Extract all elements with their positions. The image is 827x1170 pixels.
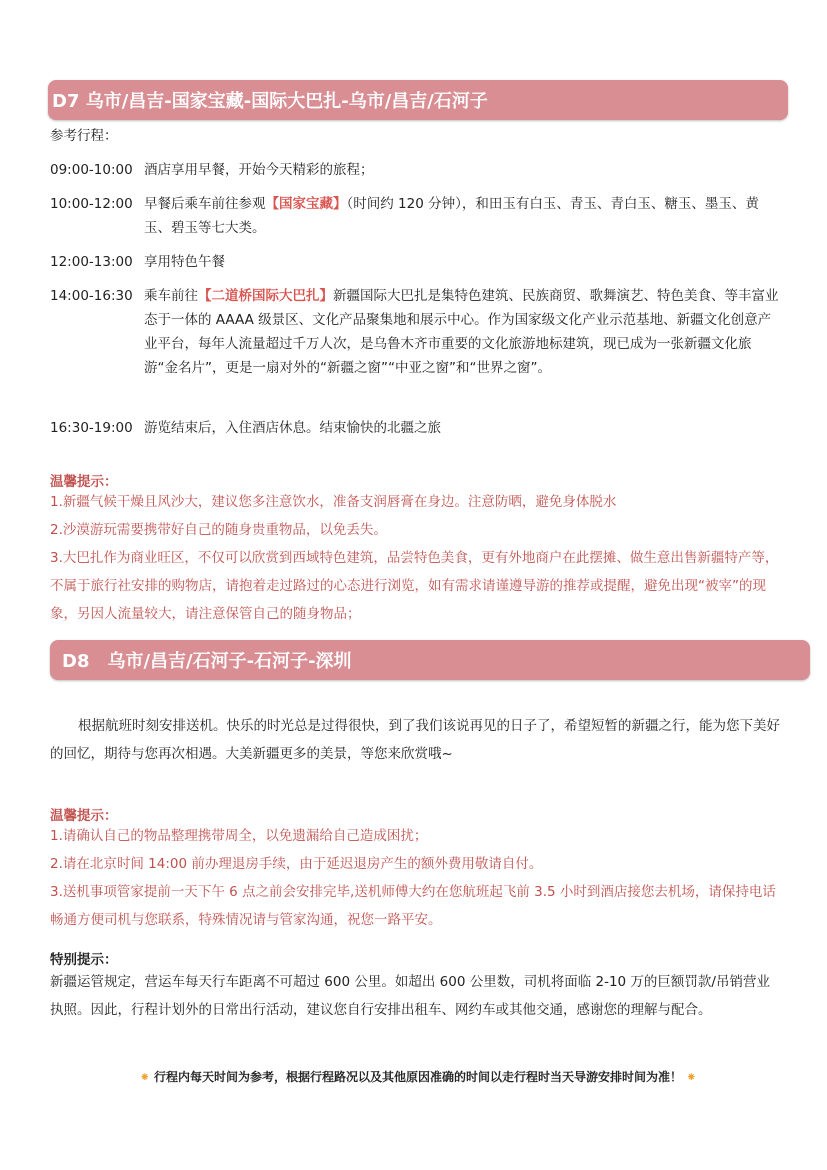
item-text: [144, 192, 784, 240]
item-text-pre: 乘车前往: [144, 288, 198, 304]
tip-item: 1.新疆气候干燥且风沙大，建议您多注意饮水，准备支润唇膏在身边。注意防晒，避免身体脱水: [50, 494, 617, 510]
ref-itinerary-label: 参考行程：: [50, 128, 118, 144]
tip-item: 3.送机事项管家提前一天下午 6 点之前会安排完毕,送机师傅大约在您航班起飞前 3.5 小时到酒店接您去机场，请保持电话畅通方便司机与您联系，特殊情况请与管家沟通，祝您一路平安。: [50, 884, 776, 928]
d8-tips-title: 温馨提示：: [50, 808, 118, 824]
asterisk-icon: ⁕: [139, 1070, 150, 1084]
item-text-post: （时间约 120 分钟），和田玉有白玉、青玉、青白玉、糖玉、墨玉、黄玉、碧玉等七大类。: [144, 196, 759, 236]
item-text: [144, 284, 784, 380]
tip-item: 1.请确认自己的物品整理携带周全，以免遗漏给自己造成困扰；: [50, 828, 428, 844]
tip-item: 3.大巴扎作为商业旺区，不仅可以欣赏到西域特色建筑，品尝特色美食，更有外地商户在此摆摊、做生意出售新疆特产等，不属于旅行社安排的购物店，请抱着走过路过的心态进行浏览，如有需求请谨遵导游的推荐或提醒，避免出现“被宰”的现象，另因人流量较大，请注意保管自己的随身物品；: [50, 550, 779, 622]
d7-tips-list: [50, 488, 780, 628]
item-text-pre: 早餐后乘车前往参观: [144, 196, 266, 212]
item-text-post: 新疆国际大巴扎是集特色建筑、民族商贸、歌舞演艺、特色美食、等丰富业态于一体的 AAAA 级景区、文化产品聚集地和展示中心。作为国家级文化产业示范基地、新疆文化创意产业平台，每年人流量超过千万人次，是乌鲁木齐市重要的文化旅游地标建筑，现已成为一张新疆文化旅游“金名片”，更是一扇对外的“新疆之窗”“中亚之窗”和“世界之窗”。: [144, 288, 779, 376]
d7-title: D7 乌市/昌吉-国家宝藏-国际大巴扎-乌市/昌吉/石河子: [52, 91, 488, 112]
d8-paragraph: 根据航班时刻安排送机。快乐的时光总是过得很快，到了我们该说再见的日子了，希望短暂的新疆之行，能为您下美好的回忆，期待与您再次相遇。大美新疆更多的美景，等您来欣赏哦~: [50, 718, 780, 762]
tip-item: 2.请在北京时间 14:00 前办理退房手续，由于延迟退房产生的额外费用敬请自付。: [50, 856, 543, 872]
footer-note-text: 行程内每天时间为参考，根据行程路况以及其他原因准确的时间以走行程时当天导游安排时间为准！: [153, 1070, 682, 1084]
item-text: 酒店享用早餐，开始今天精彩的旅程；: [144, 162, 374, 178]
item-text: 游览结束后，入住酒店休息。结束愉快的北疆之旅: [144, 420, 441, 436]
special-notice-title: 特别提示：: [50, 952, 118, 968]
d8-title: D8 乌市/昌吉/石河子-石河子-深圳: [62, 651, 352, 672]
item-text: 享用特色午餐: [144, 254, 225, 270]
item-time: 14:00-16:30: [50, 288, 133, 304]
d7-tips-title: 温馨提示：: [50, 474, 118, 490]
item-time: 10:00-12:00: [50, 196, 133, 212]
d7-day-header: [48, 80, 788, 120]
d8-day-header: [50, 640, 810, 680]
asterisk-icon: ⁕: [686, 1070, 697, 1084]
item-time: 09:00-10:00: [50, 162, 133, 178]
item-time: 16:30-19:00: [50, 420, 133, 436]
special-notice-text: 新疆运管规定，营运车每天行车距离不可超过 600 公里。如超出 600 公里数，司机将面临 2-10 万的巨额罚款/吊销营业执照。因此，行程计划外的日常出行活动，建议您自行安排出租车、网约车或其他交通，感谢您的理解与配合。: [50, 974, 770, 1018]
highlight-attraction: 【国家宝藏】: [265, 196, 347, 212]
highlight-attraction: 【二道桥国际大巴扎】: [198, 288, 333, 304]
footer-note: [78, 1068, 758, 1085]
d8-tips-list: [50, 822, 780, 934]
item-time: 12:00-13:00: [50, 254, 133, 270]
tip-item: 2.沙漠游玩需要携带好自己的随身贵重物品，以免丢失。: [50, 522, 387, 538]
